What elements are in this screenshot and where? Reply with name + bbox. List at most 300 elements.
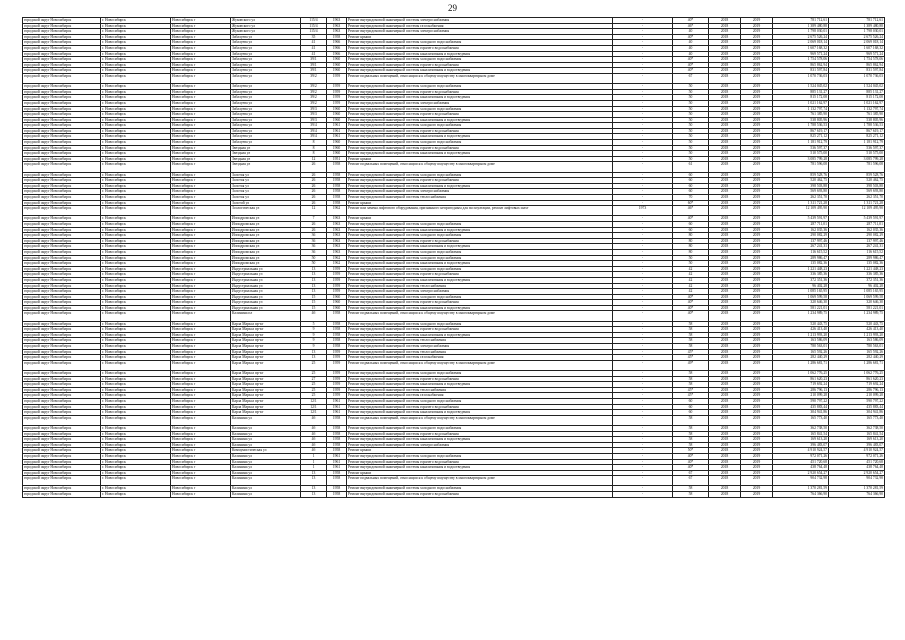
- cell-work-type: Ремонт внутридомовой инженерной системы горячего водоснабжения: [347, 459, 613, 465]
- cell-cost-fund: 396 483,07: [829, 442, 885, 448]
- cell-cost-fund: 267 241,31: [829, 244, 885, 250]
- cell-lift-year: -: [613, 244, 673, 250]
- cell-settlement: г. Новосибирск: [101, 305, 171, 311]
- cell-street: Калинина ул: [231, 459, 301, 465]
- cell-city: Новосибирск г: [171, 18, 231, 24]
- cell-plan-end: 2019: [741, 305, 773, 311]
- cell-plan-end: 2019: [741, 465, 773, 471]
- cell-municipality: городской округ Новосибирск: [23, 57, 101, 63]
- cell-street: Жуковского ул: [231, 18, 301, 24]
- cell-street: Забалуева ул: [231, 117, 301, 123]
- cell-cost-fund: 451 720,68: [829, 459, 885, 465]
- cell-city: Новосибирск г: [171, 151, 231, 157]
- cell-cost-total: 438 764,48: [773, 465, 829, 471]
- cell-house: 15: [301, 305, 327, 311]
- cell-municipality: городской округ Новосибирск: [23, 84, 101, 90]
- cell-house: 8: [301, 145, 327, 151]
- cell-lift-year: -: [613, 117, 673, 123]
- cell-plan-start: 2018: [709, 162, 741, 172]
- cell-cost-total: 398 503,88: [773, 183, 829, 189]
- cell-lift-year: -: [613, 200, 673, 206]
- cell-street: Карла Маркса пр-кт: [231, 355, 301, 361]
- cell-street: Калинина ул: [231, 470, 301, 476]
- cell-house: 36: [301, 233, 327, 239]
- cell-street: Калинина ул: [231, 425, 301, 431]
- cell-plan-start: 2018: [709, 404, 741, 410]
- table-row: [23, 360, 885, 370]
- cell-street: Карла Маркса пр-кт: [231, 360, 301, 370]
- cell-cost-fund: 5 439 591,97: [829, 216, 885, 222]
- cell-street: Индустриальная ул: [231, 300, 301, 306]
- cell-city: Новосибирск г: [171, 255, 231, 261]
- cell-wear: 45*: [673, 387, 709, 393]
- cell-cost-total: 510 575,00: [773, 151, 829, 157]
- cell-settlement: г. Новосибирск: [101, 300, 171, 306]
- cell-municipality: городской округ Новосибирск: [23, 338, 101, 344]
- cell-street: Карла Маркса пр-кт: [231, 332, 301, 338]
- table-row: [23, 162, 885, 172]
- cell-lift-year: -: [613, 57, 673, 63]
- cell-cost-total: 1 234 989,75: [773, 311, 829, 321]
- cell-year-built: 1958: [327, 476, 347, 486]
- cell-year-built: 1960: [327, 62, 347, 68]
- cell-settlement: г. Новосибирск: [101, 360, 171, 370]
- cell-house: 12/1: [301, 404, 327, 410]
- cell-street: Карла Маркса пр-кт: [231, 382, 301, 388]
- cell-lift-year: -: [613, 300, 673, 306]
- cell-street: Калинина ул: [231, 486, 301, 492]
- cell-plan-end: 2019: [741, 189, 773, 195]
- cell-lift-year: -: [613, 112, 673, 118]
- cell-plan-start: 2018: [709, 349, 741, 355]
- cell-municipality: городской округ Новосибирск: [23, 172, 101, 178]
- cell-work-type: Ремонт внутридомовой инженерной системы холодного водоснабжения: [347, 321, 613, 327]
- cell-municipality: городской округ Новосибирск: [23, 206, 101, 216]
- cell-cost-total: 165 773,40: [773, 415, 829, 425]
- cell-street: Ипподромская ул: [231, 227, 301, 233]
- cell-municipality: городской округ Новосибирск: [23, 360, 101, 370]
- cell-wear: 60*: [673, 200, 709, 206]
- cell-plan-end: 2019: [741, 300, 773, 306]
- cell-lift-year: -: [613, 106, 673, 112]
- cell-cost-fund: 1 798 030,01: [829, 29, 885, 35]
- cell-lift-year: -: [613, 410, 673, 416]
- cell-work-type: Ремонт внутридомовой инженерной системы горячего водоснабжения: [347, 112, 613, 118]
- cell-plan-end: 2019: [741, 437, 773, 443]
- cell-plan-end: 2019: [741, 183, 773, 189]
- cell-work-type: Ремонт внутридомовой инженерной системы холодного водоснабжения: [347, 398, 613, 404]
- cell-house: 115/4: [301, 23, 327, 29]
- cell-house: 12/1: [301, 410, 327, 416]
- cell-year-built: 1958: [327, 327, 347, 333]
- cell-settlement: г. Новосибирск: [101, 371, 171, 377]
- cell-lift-year: -: [613, 387, 673, 393]
- cell-cost-fund: 287 711,01: [829, 221, 885, 227]
- cell-wear: 70: [673, 195, 709, 201]
- cell-street: Забалуева ул: [231, 123, 301, 129]
- cell-street: Золотая ул: [231, 183, 301, 189]
- cell-wear: 58: [673, 382, 709, 388]
- table-row: [23, 311, 885, 321]
- cell-municipality: городской округ Новосибирск: [23, 255, 101, 261]
- cell-house: 26: [301, 183, 327, 189]
- cell-plan-start: 2018: [709, 476, 741, 486]
- cell-street: Калинина ул: [231, 465, 301, 471]
- cell-work-type: Ремонт внутридомовой инженерной системы горячего водоснабжения: [347, 376, 613, 382]
- cell-street: Золотая ул: [231, 172, 301, 178]
- cell-cost-fund: 538 805,96: [829, 117, 885, 123]
- cell-city: Новосибирск г: [171, 244, 231, 250]
- cell-house: 39/1: [301, 57, 327, 63]
- table-row: [23, 476, 885, 486]
- cell-settlement: г. Новосибирск: [101, 327, 171, 333]
- cell-year-built: 1963: [327, 233, 347, 239]
- cell-street: Карла Маркса пр-кт: [231, 327, 301, 333]
- cell-year-built: 1959: [327, 277, 347, 283]
- cell-settlement: г. Новосибирск: [101, 404, 171, 410]
- cell-settlement: г. Новосибирск: [101, 112, 171, 118]
- cell-house: 41: [301, 51, 327, 57]
- cell-house: 13: [301, 283, 327, 289]
- cell-municipality: городской округ Новосибирск: [23, 448, 101, 454]
- cell-settlement: г. Новосибирск: [101, 145, 171, 151]
- cell-year-built: 1960: [327, 112, 347, 118]
- cell-municipality: городской округ Новосибирск: [23, 134, 101, 140]
- cell-plan-start: 2018: [709, 448, 741, 454]
- cell-plan-end: 2019: [741, 244, 773, 250]
- cell-work-type: Ремонт внутридомовой инженерной системы горячего водоснабжения: [347, 327, 613, 333]
- cell-plan-end: 2019: [741, 95, 773, 101]
- cell-cost-fund: 165 592,26: [829, 349, 885, 355]
- cell-city: Новосибирск г: [171, 305, 231, 311]
- cell-street: Калинина ул: [231, 492, 301, 498]
- cell-work-type: Ремонт внутридомовой инженерной системы канализования и водоотведения: [347, 465, 613, 471]
- cell-plan-start: 2018: [709, 233, 741, 239]
- cell-city: Новосибирск г: [171, 376, 231, 382]
- cell-house: 39/2: [301, 95, 327, 101]
- cell-year-built: 1958: [327, 492, 347, 498]
- cell-house: 1: [301, 465, 327, 471]
- cell-municipality: городской округ Новосибирск: [23, 453, 101, 459]
- cell-city: Новосибирск г: [171, 311, 231, 321]
- cell-plan-start: 2018: [709, 459, 741, 465]
- cell-wear: 42: [673, 277, 709, 283]
- cell-municipality: городской округ Новосибирск: [23, 68, 101, 74]
- cell-city: Новосибирск г: [171, 183, 231, 189]
- cell-plan-end: 2019: [741, 415, 773, 425]
- cell-cost-fund: 165 841,54: [829, 431, 885, 437]
- cell-house: 15: [301, 300, 327, 306]
- cell-plan-end: 2019: [741, 289, 773, 295]
- cell-cost-fund: 96 402,28: [829, 283, 885, 289]
- cell-street: Золотая ул: [231, 178, 301, 184]
- cell-city: Новосибирск г: [171, 453, 231, 459]
- cell-plan-end: 2019: [741, 206, 773, 216]
- cell-lift-year: -: [613, 492, 673, 498]
- cell-cost-fund: 536 597,37: [829, 145, 885, 151]
- cell-city: Новосибирск г: [171, 465, 231, 471]
- cell-plan-end: 2019: [741, 338, 773, 344]
- cell-settlement: г. Новосибирск: [101, 376, 171, 382]
- cell-city: Новосибирск г: [171, 89, 231, 95]
- cell-municipality: городской округ Новосибирск: [23, 45, 101, 51]
- cell-lift-year: -: [613, 249, 673, 255]
- cell-cost-fund: 1 286 681,71: [829, 360, 885, 370]
- cell-cost-fund: 262 351,70: [829, 195, 885, 201]
- cell-city: Новосибирск г: [171, 140, 231, 146]
- cell-city: Новосибирск г: [171, 289, 231, 295]
- cell-house: 9: [301, 338, 327, 344]
- cell-settlement: г. Новосибирск: [101, 431, 171, 437]
- cell-cost-fund: 825 271,12: [829, 134, 885, 140]
- cell-street: Карла Маркса пр-кт: [231, 398, 301, 404]
- cell-street: Забалуева ул: [231, 51, 301, 57]
- cell-plan-end: 2019: [741, 216, 773, 222]
- cell-plan-end: 2019: [741, 459, 773, 465]
- cell-plan-end: 2019: [741, 272, 773, 278]
- cell-cost-fund: 1 788 536,53: [829, 123, 885, 129]
- cell-cost-total: 135 082,36: [773, 261, 829, 267]
- cell-plan-end: 2019: [741, 117, 773, 123]
- cell-city: Новосибирск г: [171, 206, 231, 216]
- cell-cost-fund: 362 738,50: [829, 425, 885, 431]
- cell-municipality: городской округ Новосибирск: [23, 393, 101, 399]
- cell-cost-total: 282 440,29: [773, 355, 829, 361]
- cell-lift-year: 1973: [613, 206, 673, 216]
- cell-street: Жуковского ул: [231, 29, 301, 35]
- cell-settlement: г. Новосибирск: [101, 34, 171, 40]
- cell-year-built: 1961: [327, 410, 347, 416]
- cell-settlement: г. Новосибирск: [101, 233, 171, 239]
- cell-house: 39/2: [301, 84, 327, 90]
- cell-cost-total: 520 462,75: [773, 178, 829, 184]
- cell-plan-end: 2019: [741, 221, 773, 227]
- cell-cost-total: 4 910 924,57: [773, 448, 829, 454]
- cell-year-built: 1960: [327, 300, 347, 306]
- cell-plan-start: 2018: [709, 200, 741, 206]
- cell-work-type: Ремонт внутридомовой инженерной системы холодного водоснабжения: [347, 249, 613, 255]
- cell-plan-end: 2019: [741, 332, 773, 338]
- cell-wear: 50: [673, 140, 709, 146]
- cell-plan-end: 2019: [741, 355, 773, 361]
- cell-wear: 40*: [673, 216, 709, 222]
- cell-city: Новосибирск г: [171, 73, 231, 83]
- cell-work-type: Ремонт внутридомовой инженерной системы горячего водоснабжения: [347, 238, 613, 244]
- cell-settlement: г. Новосибирск: [101, 465, 171, 471]
- cell-year-built: 1960: [327, 57, 347, 63]
- cell-plan-start: 2018: [709, 437, 741, 443]
- cell-wear: 40*: [673, 68, 709, 74]
- table-row: [23, 73, 885, 83]
- cell-year-built: 1951: [327, 156, 347, 162]
- cell-work-type: Ремонт внутридомовой инженерной системы канализования и водоотведения: [347, 332, 613, 338]
- cell-settlement: г. Новосибирск: [101, 45, 171, 51]
- cell-cost-fund: 1 132 797,74: [829, 106, 885, 112]
- cell-year-built: 1962: [327, 206, 347, 216]
- cell-house: 12/1: [301, 398, 327, 404]
- cell-year-built: 1958: [327, 321, 347, 327]
- cell-wear: 42: [673, 289, 709, 295]
- cell-year-built: 1958: [327, 486, 347, 492]
- cell-settlement: г. Новосибирск: [101, 172, 171, 178]
- cell-plan-end: 2019: [741, 249, 773, 255]
- cell-plan-start: 2018: [709, 492, 741, 498]
- cell-plan-end: 2019: [741, 151, 773, 157]
- cell-plan-end: 2019: [741, 387, 773, 393]
- cell-plan-start: 2018: [709, 140, 741, 146]
- cell-wear: 58: [673, 371, 709, 377]
- cell-lift-year: -: [613, 178, 673, 184]
- cell-cost-total: 267 241,31: [773, 244, 829, 250]
- cell-year-built: 1961: [327, 398, 347, 404]
- cell-city: Новосибирск г: [171, 238, 231, 244]
- cell-cost-fund: 520 462,75: [829, 178, 885, 184]
- cell-plan-end: 2019: [741, 134, 773, 140]
- cell-cost-total: 1 754 578,06: [773, 57, 829, 63]
- cell-municipality: городской округ Новосибирск: [23, 238, 101, 244]
- cell-wear: 80: [673, 233, 709, 239]
- cell-city: Новосибирск г: [171, 112, 231, 118]
- cell-work-type: Ремонт внутридомовой инженерной системы холодного водоснабжения: [347, 172, 613, 178]
- cell-street: Индустриальная ул: [231, 289, 301, 295]
- cell-cost-fund: 1 069 599,58: [829, 294, 885, 300]
- cell-plan-end: 2019: [741, 492, 773, 498]
- cell-plan-end: 2019: [741, 178, 773, 184]
- cell-year-built: 1958: [327, 448, 347, 454]
- cell-municipality: городской округ Новосибирск: [23, 117, 101, 123]
- cell-cost-fund: 163 586,09: [829, 338, 885, 344]
- cell-municipality: городской округ Новосибирск: [23, 249, 101, 255]
- cell-city: Новосибирск г: [171, 387, 231, 393]
- cell-city: Новосибирск г: [171, 393, 231, 399]
- cell-plan-start: 2018: [709, 195, 741, 201]
- cell-city: Новосибирск г: [171, 156, 231, 162]
- cell-street: Забалуева ул: [231, 112, 301, 118]
- cell-cost-total: 865 862,94: [773, 62, 829, 68]
- cell-street: Калинина ул: [231, 453, 301, 459]
- cell-municipality: городской округ Новосибирск: [23, 51, 101, 57]
- cell-city: Новосибирск г: [171, 344, 231, 350]
- cell-cost-fund: 2 920 654,27: [829, 470, 885, 476]
- cell-street: Ипподромская ул: [231, 244, 301, 250]
- cell-work-type: Ремонт внутридомовой инженерной системы электроснабжения: [347, 442, 613, 448]
- cell-municipality: городской округ Новосибирск: [23, 398, 101, 404]
- cell-municipality: городской округ Новосибирск: [23, 486, 101, 492]
- cell-wear: 42: [673, 266, 709, 272]
- cell-lift-year: -: [613, 73, 673, 83]
- cell-plan-start: 2018: [709, 29, 741, 35]
- cell-wear: 46*: [673, 206, 709, 216]
- cell-year-built: 1960: [327, 106, 347, 112]
- cell-cost-total: 885 131,27: [773, 89, 829, 95]
- cell-lift-year: -: [613, 100, 673, 106]
- cell-year-built: 1958: [327, 470, 347, 476]
- cell-street: Звездная ул: [231, 156, 301, 162]
- cell-wear: 58: [673, 344, 709, 350]
- cell-wear: 50: [673, 100, 709, 106]
- cell-plan-end: 2019: [741, 442, 773, 448]
- cell-lift-year: -: [613, 371, 673, 377]
- cell-city: Новосибирск г: [171, 272, 231, 278]
- cell-plan-start: 2018: [709, 249, 741, 255]
- cell-city: Новосибирск г: [171, 277, 231, 283]
- cell-work-type: Ремонт крыши: [347, 200, 613, 206]
- cell-lift-year: -: [613, 311, 673, 321]
- cell-wear: 58: [673, 437, 709, 443]
- cell-lift-year: -: [613, 34, 673, 40]
- cell-wear: 45*: [673, 393, 709, 399]
- cell-municipality: городской округ Новосибирск: [23, 128, 101, 134]
- cell-cost-fund: 865 862,94: [829, 62, 885, 68]
- cell-year-built: 1959: [327, 95, 347, 101]
- cell-settlement: г. Новосибирск: [101, 415, 171, 425]
- cell-cost-fund: 169 613,20: [829, 437, 885, 443]
- cell-cost-fund: 290 082,29: [829, 233, 885, 239]
- cell-work-type: Ремонт внутридомовой инженерной системы холодного водоснабжения: [347, 106, 613, 112]
- cell-wear: 50: [673, 84, 709, 90]
- cell-house: 39/3: [301, 106, 327, 112]
- cell-work-type: Ремонт внутридомовой инженерной системы газоснабжения: [347, 23, 613, 29]
- cell-cost-fund: 320 646,30: [829, 300, 885, 306]
- cell-municipality: городской округ Новосибирск: [23, 289, 101, 295]
- cell-cost-fund: 764 366,90: [829, 492, 885, 498]
- cell-year-built: 1959: [327, 360, 347, 370]
- cell-city: Новосибирск г: [171, 398, 231, 404]
- cell-cost-fund: 398 503,88: [829, 183, 885, 189]
- cell-settlement: г. Новосибирск: [101, 227, 171, 233]
- cell-cost-fund: 372 351,36: [829, 277, 885, 283]
- cell-municipality: городской округ Новосибирск: [23, 189, 101, 195]
- cell-municipality: городской округ Новосибирск: [23, 459, 101, 465]
- cell-house: 26: [301, 172, 327, 178]
- cell-plan-end: 2019: [741, 327, 773, 333]
- cell-house: 26: [301, 221, 327, 227]
- cell-settlement: г. Новосибирск: [101, 134, 171, 140]
- cell-city: Новосибирск г: [171, 134, 231, 140]
- cell-municipality: городской округ Новосибирск: [23, 62, 101, 68]
- cell-street: Карла Маркса пр-кт: [231, 338, 301, 344]
- cell-street: Ипподромская ул: [231, 261, 301, 267]
- cell-settlement: г. Новосибирск: [101, 29, 171, 35]
- cell-work-type: Ремонт внутридомовой инженерной системы канализования и водоотведения: [347, 117, 613, 123]
- cell-street: Карла Маркса пр-кт: [231, 410, 301, 416]
- cell-plan-start: 2018: [709, 189, 741, 195]
- cell-settlement: г. Новосибирск: [101, 117, 171, 123]
- cell-plan-start: 2018: [709, 465, 741, 471]
- cell-street: Ипподромская ул: [231, 221, 301, 227]
- cell-wear: 50: [673, 151, 709, 157]
- cell-plan-end: 2019: [741, 112, 773, 118]
- cell-house: 39/2: [301, 100, 327, 106]
- cell-city: Новосибирск г: [171, 410, 231, 416]
- cell-cost-fund: 831 597,84: [829, 68, 885, 74]
- cell-lift-year: -: [613, 355, 673, 361]
- cell-city: Новосибирск г: [171, 172, 231, 178]
- cell-work-type: Ремонт подвальных помещений, относящихся к общему имуществу в многоквартирном доме: [347, 73, 613, 83]
- cell-house: 26: [301, 227, 327, 233]
- cell-cost-fund: 286 796,13: [829, 387, 885, 393]
- cell-wear: 40*: [673, 294, 709, 300]
- cell-city: Новосибирск г: [171, 123, 231, 129]
- cell-plan-start: 2018: [709, 355, 741, 361]
- cell-year-built: 1962: [327, 261, 347, 267]
- cell-year-built: 1962: [327, 255, 347, 261]
- cell-work-type: Ремонт внутридомовой инженерной системы холодного водоснабжения: [347, 453, 613, 459]
- cell-house: 4б: [301, 431, 327, 437]
- cell-year-built: 1960: [327, 68, 347, 74]
- cell-plan-end: 2019: [741, 34, 773, 40]
- cell-cost-total: 861 620,23: [773, 376, 829, 382]
